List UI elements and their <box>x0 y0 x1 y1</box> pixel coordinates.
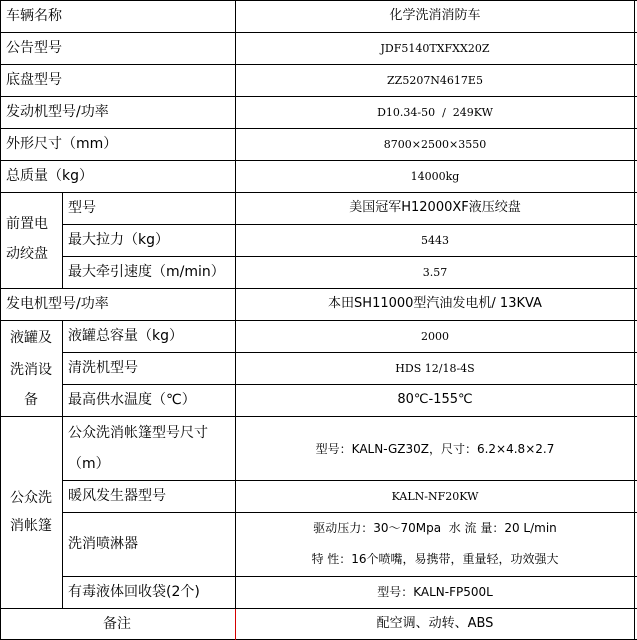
tent-size-label-1: 公众洗消帐篷型号尺寸 <box>68 425 208 441</box>
bulletin-model-value: JDF5140TXFXX20Z <box>380 42 490 55</box>
winch-max-pull-label: 最大拉力（kg） <box>68 232 169 248</box>
h-line <box>0 160 637 161</box>
tank-group-label-1: 液罐及 <box>10 330 52 346</box>
shower-value-line2: 特 性：16个喷嘴，易携带，重量轻，功效强大 <box>311 552 559 566</box>
tank-capacity-label: 液罐总容量（kg） <box>68 328 183 344</box>
water-temp-label: 最高供水温度（℃） <box>68 392 196 408</box>
h-line-partial <box>62 480 637 481</box>
vehicle-name-label: 车辆名称 <box>6 8 62 24</box>
winch-group-label-2: 动绞盘 <box>6 246 48 262</box>
tent-size-label-2: （m） <box>68 456 110 472</box>
h-line-partial <box>62 352 637 353</box>
tank-divider <box>62 320 63 416</box>
tank-group-label-3: 备 <box>24 392 38 408</box>
border-top <box>0 0 637 1</box>
winch-model-value: 美国冠军H12000XF液压绞盘 <box>349 200 521 215</box>
washer-model-value: HDS 12/18-4S <box>395 362 475 375</box>
h-line <box>0 128 637 129</box>
dimensions-value: 8700×2500×3550 <box>383 138 487 151</box>
tank-group-label-2: 洗消设 <box>10 362 52 378</box>
chassis-model-value: ZZ5207N4617E5 <box>387 74 483 87</box>
dimensions-label: 外形尺寸（mm） <box>6 136 118 152</box>
tent-group-label-1: 公众洗 <box>10 490 52 506</box>
winch-max-pull-value: 5443 <box>421 234 449 247</box>
generator-label: 发电机型号/功率 <box>6 296 109 312</box>
h-line <box>0 192 637 193</box>
remarks-label: 备注 <box>103 616 131 632</box>
generator-value: 本田SH11000型汽油发电机/ 13KVA <box>328 296 542 311</box>
heater-model-label: 暖风发生器型号 <box>68 488 166 504</box>
h-line <box>0 96 637 97</box>
engine-label: 发动机型号/功率 <box>6 104 109 120</box>
engine-value: D10.34-50 / 249KW <box>377 106 493 119</box>
tank-capacity-value: 2000 <box>421 330 449 343</box>
h-line <box>0 416 637 417</box>
shower-label: 洗消喷淋器 <box>68 536 138 552</box>
h-line <box>0 320 637 321</box>
h-line-partial <box>62 512 637 513</box>
winch-model-label: 型号 <box>68 200 96 216</box>
tent-size-value: 型号：KALN-GZ30Z，尺寸：6.2×4.8×2.7 <box>315 442 555 456</box>
total-mass-label: 总质量（kg） <box>6 168 93 184</box>
winch-max-speed-value: 3.57 <box>422 266 448 279</box>
column-divider <box>235 0 236 608</box>
water-temp-value: 80℃-155℃ <box>397 392 473 407</box>
remarks-value: 配空调、动转、ABS <box>376 616 494 631</box>
shower-value-line1: 驱动压力：30～70Mpa 水 流 量：20 L/min <box>313 521 557 535</box>
tent-group-label-2: 消帐篷 <box>10 518 52 534</box>
column-divider-red <box>235 608 236 640</box>
h-line <box>0 32 637 33</box>
toxic-bag-value: 型号：KALN-FP500L <box>377 585 493 599</box>
bulletin-model-label: 公告型号 <box>6 40 62 56</box>
winch-max-speed-label: 最大牵引速度（m/min） <box>68 264 225 280</box>
vehicle-name-value: 化学洗消消防车 <box>389 8 481 23</box>
winch-divider <box>62 192 63 288</box>
total-mass-value: 14000kg <box>410 170 460 183</box>
heater-model-value: KALN-NF20KW <box>391 490 479 503</box>
h-line <box>0 64 637 65</box>
h-line <box>0 288 637 289</box>
h-line <box>0 608 637 609</box>
toxic-bag-label: 有毒液体回收袋(2个) <box>68 584 200 600</box>
h-line-partial <box>62 384 637 385</box>
washer-model-label: 清洗机型号 <box>68 360 138 376</box>
h-line-partial <box>62 576 637 577</box>
h-line-partial <box>62 224 637 225</box>
h-line-partial <box>62 256 637 257</box>
winch-group-label-1: 前置电 <box>6 216 48 232</box>
chassis-model-label: 底盘型号 <box>6 72 62 88</box>
